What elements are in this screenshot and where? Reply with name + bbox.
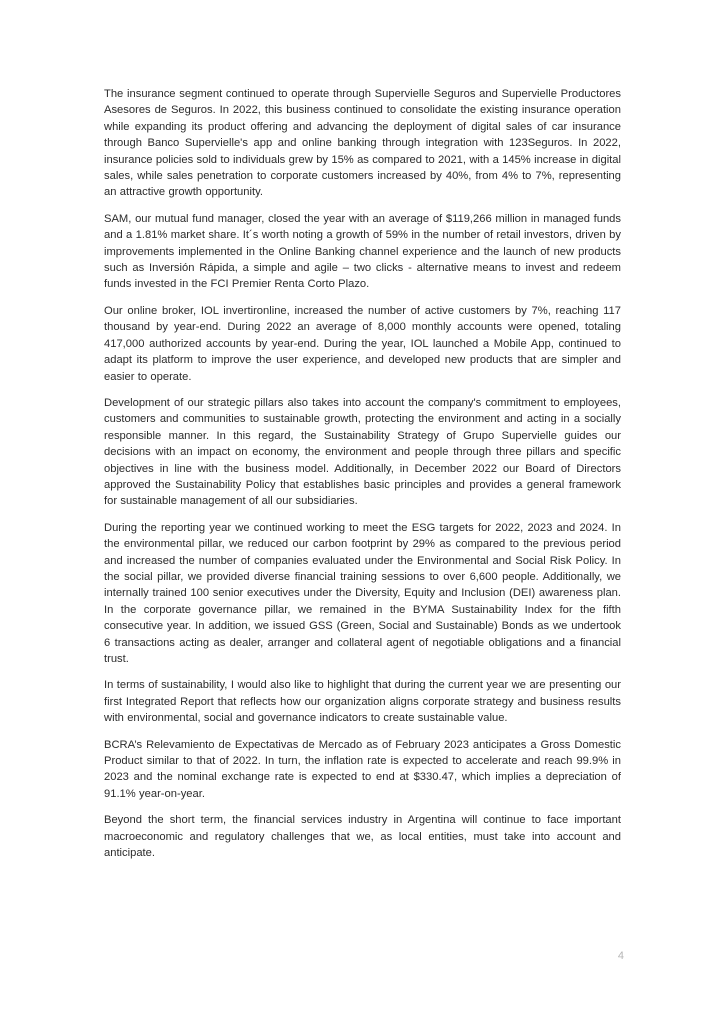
paragraph-strategic-pillars: Development of our strategic pillars also takes into account the company's commitment to employees, customers and communities to sustainable growth, protecting the environment and acting in a socially responsible manner. In this regard, the Sustainability Strategy of Grupo Supervielle guides our decisions with an impact on economy, the environment and people through three pillars and specific objectives in line with the business model. Additionally, in December 2022 our Board of Directors approved the Sustainability Policy that establishes basic principles and provides a general framework for sustainable management of all our subsidiaries. — [104, 396, 621, 508]
paragraph-online-broker: Our online broker, IOL invertironline, increased the number of active customers by 7%, reaching 117 thousand by year-end. During 2022 an average of 8,000 monthly accounts were opened, totaling 417,000 authorized accounts by year-end. During the year, IOL launched a Mobile App, continued to adapt its platform to improve the user experience, and developed new products that are simpler and easier to operate. — [104, 304, 621, 383]
body-text — [104, 86, 621, 871]
paragraph-mutual-fund: SAM, our mutual fund manager, closed the year with an average of $119,266 million in managed funds and a 1.81% market share. It´s worth noting a growth of 59% in the number of retail investors, driven by improvements implemented in the Online Banking channel experience and the launch of new products such as Inversión Rápida, a simple and agile – two clicks - alternative means to invest and redeem funds invested in the FCI Premier Renta Corto Plazo. — [104, 212, 621, 291]
paragraph-bcra-expectations: BCRA’s Relevamiento de Expectativas de Mercado as of February 2023 anticipates a Gross Domestic Product similar to that of 2022. In turn, the inflation rate is expected to accelerate and reach 99.9% in 2023 and the nominal exchange rate is expected to end at $330.47, which implies a depreciation of 91.1% year-on-year. — [104, 738, 621, 800]
paragraph-insurance: The insurance segment continued to operate through Supervielle Seguros and Supervielle Productores Asesores de Seguros. In 2022, this business continued to consolidate the existing insurance operation while expanding its product offering and advancing the deployment of digital sales of car insurance through Banco Supervielle's app and online banking through integration with 123Seguros. In 2022, insurance policies sold to individuals grew by 15% as compared to 2021, with a 145% increase in digital sales, while sales penetration to corporate customers increased by 40%, from 4% to 7%, representing an attractive growth opportunity. — [104, 88, 621, 199]
paragraph-challenges: Beyond the short term, the financial services industry in Argentina will continue to face important macroeconomic and regulatory challenges that we, as local entities, must take into account and anticipate. — [104, 814, 621, 860]
paragraph-integrated-report: In terms of sustainability, I would also like to highlight that during the current year we are presenting our first Integrated Report that reflects how our organization aligns corporate strategy and business results with environmental, social and governance indicators to create sustainable value. — [104, 679, 621, 725]
page-number: 4 — [617, 950, 624, 962]
paragraph-esg-targets: During the reporting year we continued working to meet the ESG targets for 2022, 2023 and 2024. In the environmental pillar, we reduced our carbon footprint by 29% as compared to the previous period and increased the number of companies evaluated under the Environmental and Social Risk Policy. In the social pillar, we provided diverse financial training sessions to over 6,600 people. Additionally, we internally trained 100 senior executives under the Diversity, Equity and Inclusion (DEI) awareness plan. In the corporate governance pillar, we remained in the BYMA Sustainability Index for the fifth consecutive year. In addition, we issued GSS (Green, Social and Sustainable) Bonds as we undertook 6 transactions acting as dealer, arranger and collateral agent of negotiable obligations and a financial trust. — [104, 521, 621, 665]
